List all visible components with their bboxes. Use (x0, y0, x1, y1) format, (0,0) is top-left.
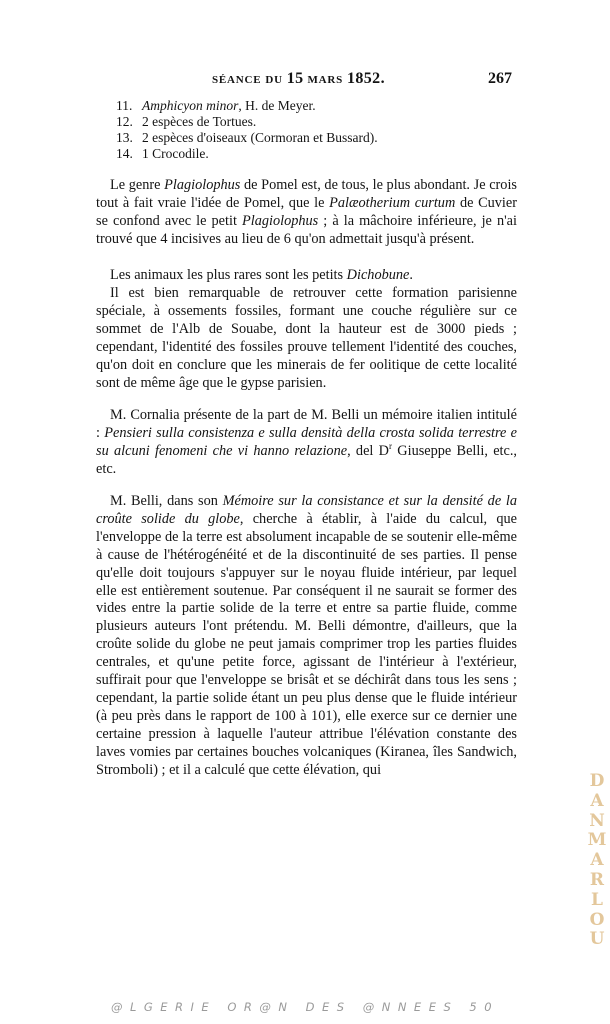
superscript: r (389, 441, 392, 452)
memoir-title: Mémoire sur la consistance et sur la densité de la croûte solide du globe (96, 493, 517, 527)
text-run: ; à la mâchoire inférieure, je n'ai trouvé que 4 incisives au lieu de 6 qu'on admettait jusqu'à présent. (96, 212, 517, 247)
text-run: Giuseppe Belli, etc., etc. (96, 442, 518, 477)
running-title-day: 15 (286, 70, 304, 87)
list-number: 14. (116, 146, 133, 161)
text-run: de Pomel est, de tous, le plus abondant. Je crois tout à fait vraie l'idée de Pomel, que le (96, 177, 517, 211)
list-number: 13. (116, 130, 133, 145)
list-item (116, 130, 516, 146)
side-watermark (585, 772, 609, 950)
list-item-species: Amphicyon minor (142, 98, 239, 113)
paragraph-rare-animals (96, 267, 517, 285)
list-item (116, 98, 516, 114)
watermark-letter: N (589, 810, 605, 831)
text-run: de Cuvier se confond avec le petit (96, 194, 518, 229)
text-run: M. Belli, dans son (110, 493, 223, 509)
text-run: , del D (347, 442, 389, 459)
paragraph-plagiolophus (96, 177, 517, 249)
list-number: 12. (116, 114, 133, 129)
species-name: Palæotherium curtum (329, 194, 456, 211)
text-run: Le genre (110, 177, 165, 193)
running-title-month: MARS (307, 74, 344, 86)
running-title-seance: SÉANCE (212, 74, 262, 86)
watermark-letter: A (590, 790, 604, 811)
watermark-letter: D (589, 771, 605, 791)
watermark-letter: O (589, 909, 605, 930)
page-number: 267 (488, 70, 512, 87)
text-run: . (409, 267, 413, 283)
memoir-title: Pensieri sulla consistenza e sulla densità della crosta solida terrestre e su alcuni fenomeni che vi hanno relazione (96, 424, 518, 459)
genus-name: Plagiolophus (241, 212, 319, 229)
text-run: Les animaux les plus rares sont les petits (110, 267, 347, 283)
paragraph-formation: Il est bien remarquable de retrouver cette formation parisienne spéciale, à ossements fossiles, formant une couche régulière sur ce sommet de l'Alb de Souabe, dont la hauteur est de 3000 pieds ; cependant, l'identité des fossiles prouve tellement l'identité des couches, qu'on doit en conclure que les minerais de fer oolitique de cette localité sont de même âge que le gypse parisien. (96, 285, 517, 391)
list-item-text: 2 espèces d'oiseaux (Cormoran et Bussard). (142, 130, 378, 145)
text-run: M. Cornalia présente de la part de M. Belli un mémoire italien intitulé : (96, 407, 517, 441)
text-run: , cherche à établir, à l'aide du calcul, que l'enveloppe de la terre est absolument incapable de se soutenir elle-même à cause de l'hétérogénéité et de la discontinuité de ses parties. Il pense qu'elle doit toujours s'appuyer sur le noyau fluide intérieur, par lequel elle est entièrement soutenue. Par conséquent il ne saurait se former des vides entre la partie solide de la terre et entre sa partie fluide, comme plusieurs auteurs l'ont prétendu. M. Belli démontre, d'ailleurs, que la croûte solide du globe ne peut jamais comprimer trop les parties fluides centrales, et qu'une petite force, agissant de l'intérieur à l'extérieur, suffirait pour que l'enveloppe se brisât et se déchirât dans tous les sens ; cependant, la partie solide étant un peu plus dense que le fluide intérieur (à peu près dans le rapport de 100 à 101), elle exerce sur ce dernier une certaine pression à laquelle l'auteur attribue l'élévation constante des laves vomies par certaines bouches volcaniques (Kiranea, îles Sandwich, Stromboli) ; et il a calculé que cette élévation, qui (96, 510, 517, 778)
watermark-letter: M (587, 830, 607, 851)
footer-watermark: @LGERIE OR@N DES @NNEES 50 (110, 1000, 500, 1014)
list-item (116, 146, 516, 162)
page-header (96, 70, 516, 92)
genus-name: Dichobune (346, 267, 410, 283)
watermark-letter: A (590, 850, 604, 871)
list-item-text: 1 Crocodile. (142, 146, 209, 161)
list-item (116, 114, 516, 130)
list-item-text: 2 espèces de Tortues. (142, 114, 257, 129)
running-title-year: 1852. (346, 70, 385, 87)
fossil-list (116, 98, 516, 162)
paragraph-cornalia (96, 407, 517, 479)
list-number: 11. (116, 98, 133, 113)
genus-name: Plagiolophus (164, 177, 241, 193)
watermark-letter: U (589, 929, 605, 950)
watermark-letter: R (589, 869, 605, 890)
running-title (212, 70, 385, 88)
paragraph-belli (96, 493, 517, 780)
running-title-du: DU (265, 74, 283, 86)
list-item-text: , H. de Meyer. (238, 98, 316, 113)
watermark-letter: L (591, 889, 603, 910)
